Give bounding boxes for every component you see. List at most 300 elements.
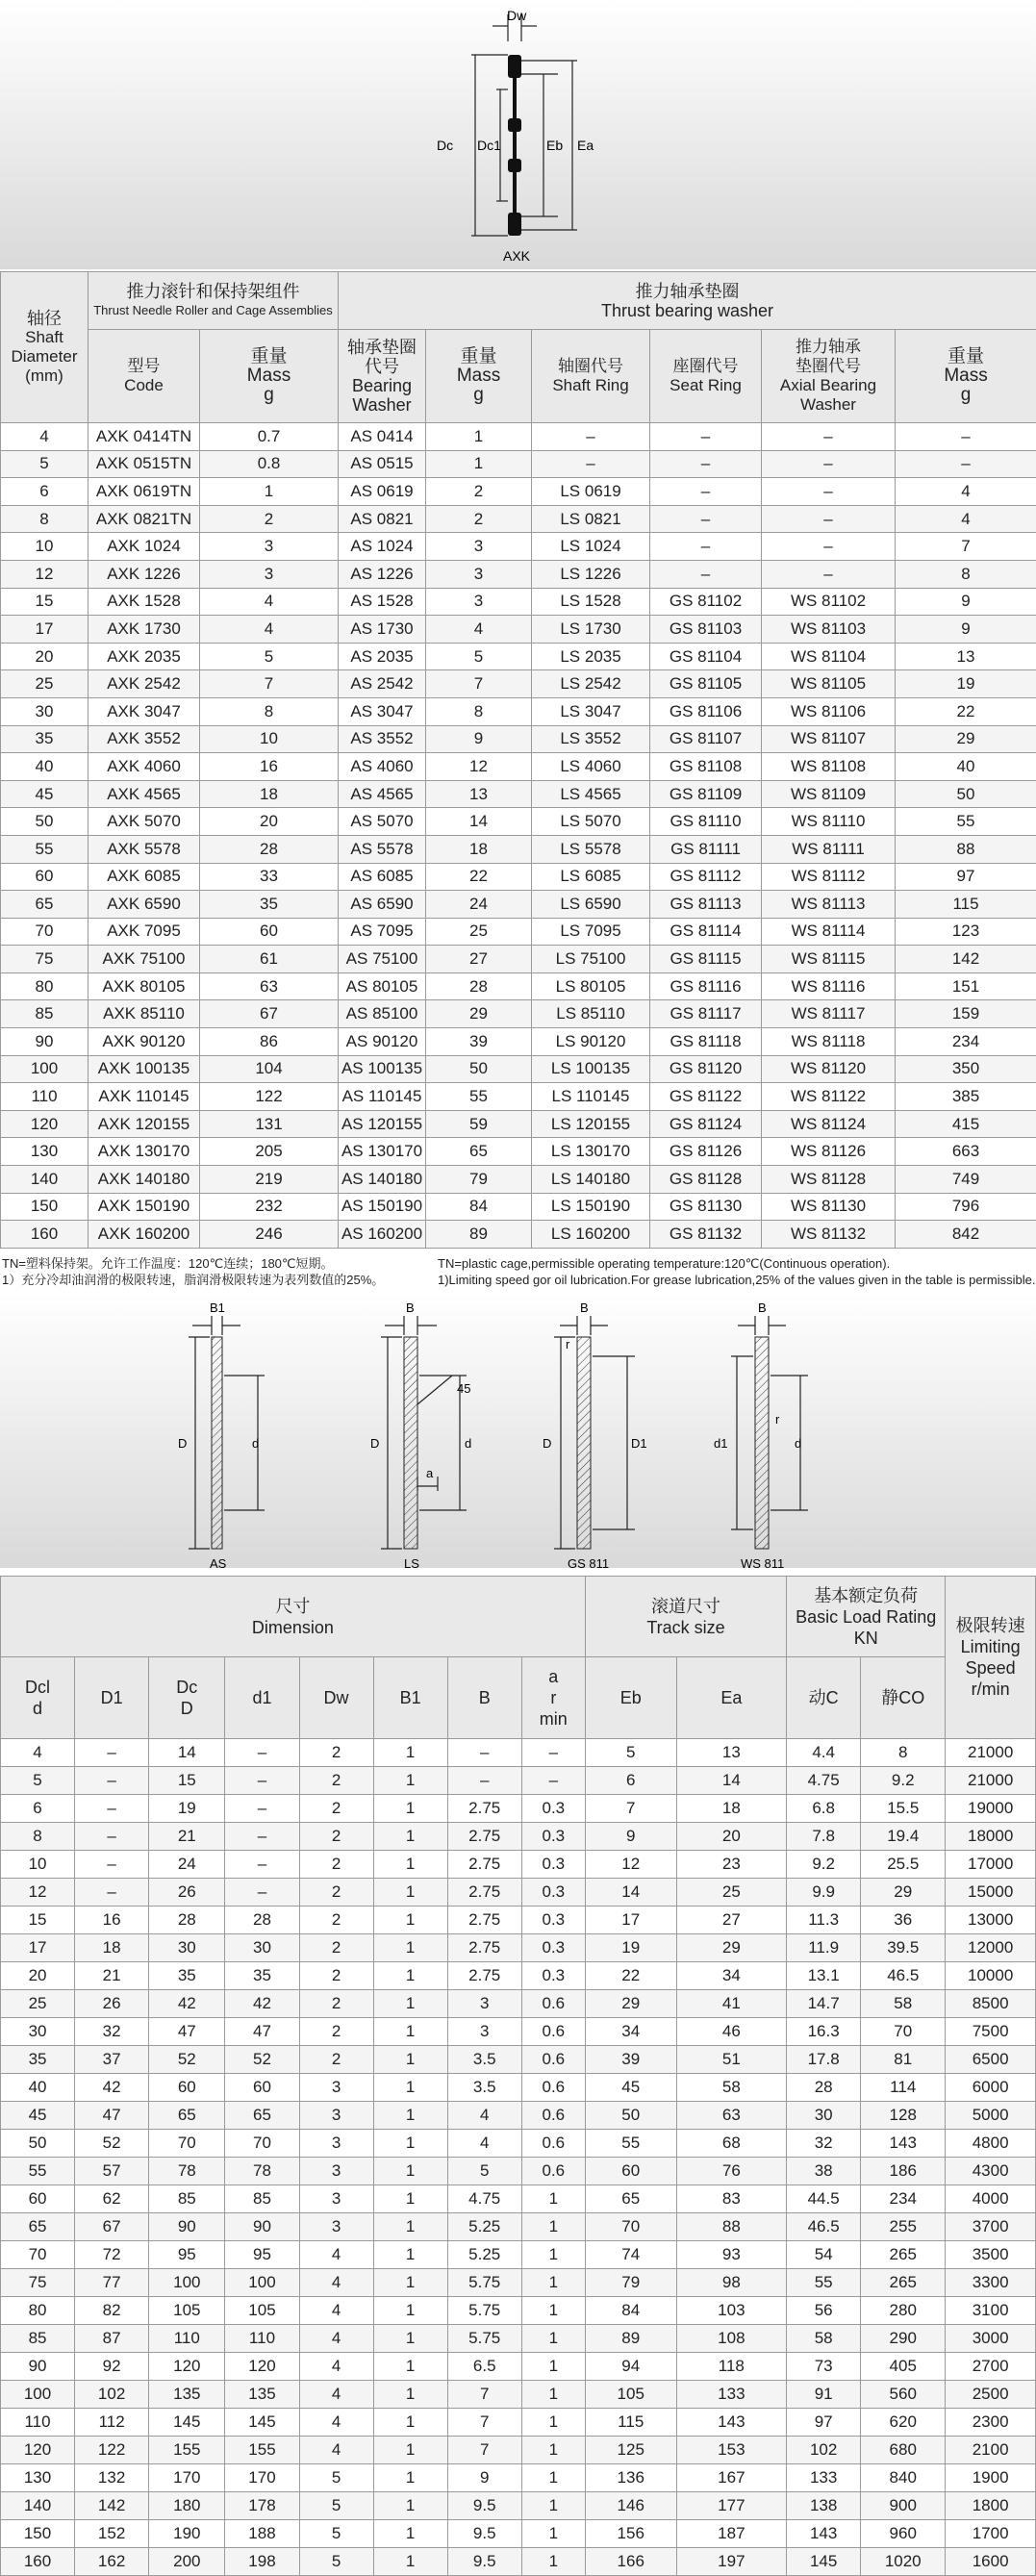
table-cell: 15	[1, 588, 88, 616]
table-cell: GS 81128	[650, 1166, 762, 1194]
table-cell: GS 81104	[650, 643, 762, 670]
table-cell: 62	[75, 2185, 149, 2213]
table-cell: 70	[1, 918, 88, 946]
table-cell: 70	[225, 2130, 299, 2158]
table-cell: 1	[373, 2269, 447, 2297]
table-cell: 45	[1, 2102, 75, 2130]
table-cell: AXK 2035	[88, 643, 200, 670]
table-cell: 3	[299, 2158, 373, 2185]
table-cell: 67	[200, 1000, 339, 1028]
table-cell: 1	[521, 2353, 585, 2381]
table-cell: 40	[1, 753, 88, 781]
table-cell: 70	[585, 2213, 676, 2241]
table-row	[1, 616, 1036, 644]
table-cell: 20	[676, 1823, 787, 1851]
table-cell: –	[225, 1739, 299, 1767]
table-cell: 7	[585, 1795, 676, 1823]
table-cell: 0.6	[521, 2130, 585, 2158]
ws-r-label: r	[775, 1412, 780, 1427]
table-cell: LS 1730	[532, 616, 650, 644]
table-cell: 143	[861, 2130, 946, 2158]
table-cell: GS 81132	[650, 1221, 762, 1249]
table-cell: 3	[426, 533, 532, 561]
table-cell: 130	[1, 1138, 88, 1166]
table-cell: 56	[787, 2297, 861, 2325]
ws-diagram	[714, 1301, 808, 1571]
table-cell: 28	[225, 1907, 299, 1934]
track-size-header	[585, 1577, 786, 1657]
table-cell: 6.5	[447, 2353, 521, 2381]
table-cell: 960	[861, 2520, 946, 2548]
table-cell: 1800	[946, 2492, 1036, 2520]
table-cell: 105	[585, 2381, 676, 2409]
table-cell: 0.3	[521, 1907, 585, 1934]
table-cell: 197	[676, 2548, 787, 2576]
table-cell: 796	[896, 1193, 1036, 1221]
table-cell: 88	[676, 2213, 787, 2241]
table-cell: 255	[861, 2213, 946, 2241]
table-row	[1, 918, 1036, 946]
table-cell: 16.3	[787, 2018, 861, 2046]
table-cell: 385	[896, 1083, 1036, 1111]
table-cell: 842	[896, 1221, 1036, 1249]
table-cell: 20	[1, 1962, 75, 1990]
table-cell: 19	[149, 1795, 225, 1823]
table-cell: 102	[75, 2381, 149, 2409]
table-cell: AS 3552	[339, 725, 426, 753]
table-cell: GS 81108	[650, 753, 762, 781]
table-cell: GS 81115	[650, 946, 762, 973]
table-cell: –	[225, 1851, 299, 1879]
table-cell: 29	[861, 1879, 946, 1907]
table-row	[1, 1907, 1036, 1934]
table-cell: 2.75	[447, 1851, 521, 1879]
table-cell: 5	[299, 2492, 373, 2520]
ls-dsmall-label: d	[465, 1436, 471, 1451]
table-cell: AXK 75100	[88, 946, 200, 973]
table-cell: 2500	[946, 2381, 1036, 2409]
table-row	[1, 1221, 1036, 1249]
table-cell: 2	[299, 2046, 373, 2074]
table-cell: 1	[373, 1934, 447, 1962]
table-cell: 91	[787, 2381, 861, 2409]
dimension-header	[1, 1577, 586, 1657]
table-cell: 61	[200, 946, 339, 973]
table-cell: 85	[1, 1000, 88, 1028]
table-cell: 1	[373, 2241, 447, 2269]
table-row	[1, 478, 1036, 506]
ar-header-1: a	[522, 1666, 585, 1687]
as-b1-label: B1	[210, 1301, 225, 1315]
table-cell: AXK 0515TN	[88, 450, 200, 478]
code-header-en: Code	[88, 376, 199, 395]
table-cell: –	[896, 450, 1036, 478]
table-row	[1, 835, 1036, 863]
table-cell: –	[650, 450, 762, 478]
table-cell: AXK 6085	[88, 863, 200, 891]
table-cell: 200	[149, 2548, 225, 2576]
table-cell: 4	[299, 2437, 373, 2464]
table-cell: 3000	[946, 2325, 1036, 2353]
table-cell: 156	[585, 2520, 676, 2548]
assemblies-header-cn: 推力滚针和保持架组件	[88, 282, 338, 301]
table-cell: 8	[896, 560, 1036, 588]
table-cell: 1900	[946, 2464, 1036, 2492]
table-cell: 114	[861, 2074, 946, 2102]
table-cell: 1	[521, 2492, 585, 2520]
table-cell: 1020	[861, 2548, 946, 2576]
table-cell: 22	[896, 697, 1036, 725]
table-cell: WS 81102	[762, 588, 896, 616]
table-cell: 7500	[946, 2018, 1036, 2046]
table-cell: AS 6590	[339, 891, 426, 919]
table-cell: 6.8	[787, 1795, 861, 1823]
table-cell: 3	[200, 533, 339, 561]
seat-ring-header	[650, 330, 762, 423]
dw-header: Dw	[299, 1657, 373, 1739]
table-cell: AS 3047	[339, 697, 426, 725]
table-cell: AXK 1730	[88, 616, 200, 644]
table-cell: 54	[787, 2241, 861, 2269]
table-cell: 140	[1, 2492, 75, 2520]
table-cell: 1	[373, 1795, 447, 1823]
table-cell: 2.75	[447, 1962, 521, 1990]
table-cell: 12000	[946, 1934, 1036, 1962]
table-row	[1, 450, 1036, 478]
d1s-header: d1	[225, 1657, 299, 1739]
gs-d1-label: D1	[631, 1436, 647, 1451]
table-cell: 35	[200, 891, 339, 919]
table-cell: 3.5	[447, 2074, 521, 2102]
table-cell: 1	[373, 2046, 447, 2074]
table-cell: 10	[200, 725, 339, 753]
table-cell: 5	[299, 2520, 373, 2548]
table-cell: 95	[149, 2241, 225, 2269]
table-cell: 65	[1, 2213, 75, 2241]
table-cell: WS 81128	[762, 1166, 896, 1194]
table-cell: 25.5	[861, 1851, 946, 1879]
table-cell: 2	[299, 1962, 373, 1990]
table-cell: 9	[896, 588, 1036, 616]
table-cell: WS 81103	[762, 616, 896, 644]
dc1-label: Dc1	[477, 138, 501, 153]
table-cell: 265	[861, 2269, 946, 2297]
table-cell: 20	[1, 643, 88, 670]
table-cell: 90	[149, 2213, 225, 2241]
table-cell: 30	[225, 1934, 299, 1962]
table-cell: 35	[1, 725, 88, 753]
bw-header-en1: Bearing	[339, 376, 425, 395]
table-row	[1, 2548, 1036, 2576]
table-cell: 32	[787, 2130, 861, 2158]
table-cell: AS 90120	[339, 1028, 426, 1056]
table-cell: –	[762, 560, 896, 588]
table-cell: 89	[426, 1221, 532, 1249]
table-cell: 50	[1, 808, 88, 836]
table-cell: 42	[75, 2074, 149, 2102]
dw-label: Dw	[507, 8, 527, 23]
table-cell: 17.8	[787, 2046, 861, 2074]
table-cell: 5.75	[447, 2325, 521, 2353]
table-cell: AS 140180	[339, 1166, 426, 1194]
table-cell: 130	[1, 2464, 75, 2492]
table-cell: AXK 160200	[88, 1221, 200, 1249]
table-row	[1, 972, 1036, 1000]
table-row	[1, 808, 1036, 836]
table-cell: 18	[676, 1795, 787, 1823]
ws-name-label: WS 811	[741, 1556, 784, 1571]
table-cell: 0.3	[521, 1934, 585, 1962]
table-cell: 70	[1, 2241, 75, 2269]
table-cell: AS 4060	[339, 753, 426, 781]
table-cell: –	[896, 423, 1036, 451]
table-cell: 160	[1, 1221, 88, 1249]
table-cell: 9.2	[787, 1851, 861, 1879]
table-cell: GS 81122	[650, 1083, 762, 1111]
table-row	[1, 2102, 1036, 2130]
table-cell: LS 110145	[532, 1083, 650, 1111]
table-row	[1, 1795, 1036, 1823]
table-row	[1, 2464, 1036, 2492]
table-cell: WS 81115	[762, 946, 896, 973]
table-cell: 4	[896, 505, 1036, 533]
table-cell: 1	[373, 1962, 447, 1990]
table-cell: 2	[299, 1990, 373, 2018]
table-cell: –	[75, 1879, 149, 1907]
table-cell: 122	[75, 2437, 149, 2464]
table-cell: 51	[676, 2046, 787, 2074]
table-cell: 8	[200, 697, 339, 725]
table-cell: 145	[787, 2548, 861, 2576]
table-cell: 34	[585, 2018, 676, 2046]
table-cell: 29	[585, 1990, 676, 2018]
table-row	[1, 505, 1036, 533]
table-cell: GS 81126	[650, 1138, 762, 1166]
table-cell: 15	[1, 1907, 75, 1934]
table-cell: AS 6085	[339, 863, 426, 891]
dc-header-2: D	[149, 1698, 224, 1719]
table-cell: 42	[225, 1990, 299, 2018]
table-cell: 162	[75, 2548, 149, 2576]
table-cell: 18	[426, 835, 532, 863]
table-cell: 34	[676, 1962, 787, 1990]
table-cell: 89	[585, 2325, 676, 2353]
table-cell: 60	[1, 863, 88, 891]
table-cell: 142	[75, 2492, 149, 2520]
table-cell: AS 120155	[339, 1110, 426, 1138]
table-cell: 7	[447, 2381, 521, 2409]
table-cell: AS 0821	[339, 505, 426, 533]
table-cell: AXK 140180	[88, 1166, 200, 1194]
table-cell: 52	[149, 2046, 225, 2074]
table-row	[1, 1851, 1036, 1879]
table-cell: 170	[225, 2464, 299, 2492]
table-cell: 70	[149, 2130, 225, 2158]
speed-header-cn: 极限转速	[946, 1615, 1035, 1636]
table-cell: 2.75	[447, 1934, 521, 1962]
table-cell: 110	[1, 1083, 88, 1111]
speed-header-en2: Speed	[946, 1657, 1035, 1679]
table-cell: 83	[676, 2185, 787, 2213]
table-cell: 5000	[946, 2102, 1036, 2130]
dynamic-load-header: 动C	[787, 1657, 861, 1739]
table-cell: 2.75	[447, 1879, 521, 1907]
table-cell: 4	[299, 2409, 373, 2437]
table-cell: 4	[200, 616, 339, 644]
table-cell: 3	[447, 1990, 521, 2018]
bw-header-cn1: 轴承垫圈	[339, 338, 425, 357]
table-cell: –	[762, 478, 896, 506]
table-cell: LS 130170	[532, 1138, 650, 1166]
table-cell: LS 6085	[532, 863, 650, 891]
table-cell: 26	[75, 1990, 149, 2018]
table-cell: 128	[861, 2102, 946, 2130]
table-cell: 2	[299, 1851, 373, 1879]
table-cell: 13	[896, 643, 1036, 670]
table-cell: 58	[861, 1990, 946, 2018]
table-cell: 22	[585, 1962, 676, 1990]
table-cell: 0.3	[521, 1962, 585, 1990]
table-cell: LS 2035	[532, 643, 650, 670]
table-cell: WS 81130	[762, 1193, 896, 1221]
table-cell: 13000	[946, 1907, 1036, 1934]
bw-header-cn2: 代号	[339, 357, 425, 376]
b1-header: B1	[373, 1657, 447, 1739]
table-row	[1, 1823, 1036, 1851]
table-cell: 104	[200, 1055, 339, 1083]
table-cell: 58	[787, 2325, 861, 2353]
table-cell: 5	[299, 2548, 373, 2576]
thrust-assembly-table	[0, 271, 1036, 1249]
table-cell: 46.5	[787, 2213, 861, 2241]
table-cell: 1	[373, 2185, 447, 2213]
table-cell: 84	[426, 1193, 532, 1221]
table-cell: 40	[896, 753, 1036, 781]
table-cell: LS 3552	[532, 725, 650, 753]
table-cell: AXK 80105	[88, 972, 200, 1000]
table-cell: 145	[225, 2409, 299, 2437]
table-cell: 4	[1, 1739, 75, 1767]
table-cell: LS 120155	[532, 1110, 650, 1138]
table-cell: 13	[426, 780, 532, 808]
table-cell: 2300	[946, 2409, 1036, 2437]
table-cell: 60	[225, 2074, 299, 2102]
table-cell: 94	[585, 2353, 676, 2381]
mass-header-cn: 重量	[200, 347, 338, 366]
table-cell: LS 1528	[532, 588, 650, 616]
table-cell: –	[75, 1767, 149, 1795]
table-row	[1, 1166, 1036, 1194]
table-cell: AS 0619	[339, 478, 426, 506]
table-cell: 140	[1, 1166, 88, 1194]
table-row	[1, 697, 1036, 725]
as-diagram	[178, 1301, 265, 1571]
table-cell: 100	[1, 2381, 75, 2409]
table-cell: AXK 5578	[88, 835, 200, 863]
table-cell: 198	[225, 2548, 299, 2576]
table-cell: 1	[373, 2102, 447, 2130]
axk-label: AXK	[503, 248, 531, 264]
table-cell: 120	[1, 1110, 88, 1138]
table-cell: LS 4565	[532, 780, 650, 808]
table-cell: AS 160200	[339, 1221, 426, 1249]
table-cell: 30	[149, 1934, 225, 1962]
table-cell: 55	[585, 2130, 676, 2158]
table-cell: 74	[585, 2241, 676, 2269]
table-cell: AS 2035	[339, 643, 426, 670]
table-cell: –	[447, 1767, 521, 1795]
table-cell: 3100	[946, 2297, 1036, 2325]
table-cell: 2	[299, 1823, 373, 1851]
notes-cn	[2, 1255, 384, 1288]
dcl-header-2: d	[1, 1698, 74, 1719]
table-cell: 1	[373, 1879, 447, 1907]
table-cell: 9.2	[861, 1767, 946, 1795]
shaft-header-cn: 轴径	[1, 309, 88, 328]
table-cell: 3	[299, 2102, 373, 2130]
axial-header-cn2: 垫圈代号	[762, 357, 895, 376]
table-cell: 84	[585, 2297, 676, 2325]
table-cell: 415	[896, 1110, 1036, 1138]
table-cell: 1	[373, 2213, 447, 2241]
table-row	[1, 2520, 1036, 2548]
table-cell: 0.3	[521, 1879, 585, 1907]
table-cell: 3	[426, 560, 532, 588]
table-cell: 9	[585, 1823, 676, 1851]
table-cell: 620	[861, 2409, 946, 2437]
table-cell: 150	[1, 2520, 75, 2548]
table-cell: 60	[1, 2185, 75, 2213]
table-cell: 15000	[946, 1879, 1036, 1907]
table-cell: 0.8	[200, 450, 339, 478]
table-cell: 50	[426, 1055, 532, 1083]
table-cell: 1	[373, 2130, 447, 2158]
table-cell: 5	[447, 2158, 521, 2185]
ls-angle-label: 45	[457, 1381, 470, 1396]
table-cell: 19.4	[861, 1823, 946, 1851]
table-cell: AXK 2542	[88, 670, 200, 698]
table-cell: –	[762, 423, 896, 451]
table-cell: 120	[1, 2437, 75, 2464]
table-cell: 1	[373, 2464, 447, 2492]
table-cell: 55	[426, 1083, 532, 1111]
table-cell: 9	[426, 725, 532, 753]
table-cell: AXK 3552	[88, 725, 200, 753]
table-cell: 2.75	[447, 1823, 521, 1851]
table-cell: 7.8	[787, 1823, 861, 1851]
table-cell: AXK 1024	[88, 533, 200, 561]
table-cell: 8	[1, 1823, 75, 1851]
table-row	[1, 1193, 1036, 1221]
table-cell: 73	[787, 2353, 861, 2381]
table-cell: 155	[149, 2437, 225, 2464]
ws-d1-label: d1	[714, 1436, 727, 1451]
table-row	[1, 1962, 1036, 1990]
table-row	[1, 2492, 1036, 2520]
table-cell: 85	[225, 2185, 299, 2213]
table-cell: 1	[373, 2353, 447, 2381]
dim-header-cn: 尺寸	[1, 1596, 585, 1617]
table-cell: 41	[676, 1990, 787, 2018]
table-cell: 6	[1, 1795, 75, 1823]
table-cell: 6000	[946, 2074, 1036, 2102]
gs-b-label: B	[580, 1301, 589, 1315]
shaftring-header-en: Shaft Ring	[532, 376, 649, 395]
seatring-header-en: Seat Ring	[650, 376, 761, 395]
wmass-header-en: Mass	[426, 366, 531, 386]
ls-diagram	[370, 1301, 471, 1571]
table-cell: WS 81111	[762, 835, 896, 863]
